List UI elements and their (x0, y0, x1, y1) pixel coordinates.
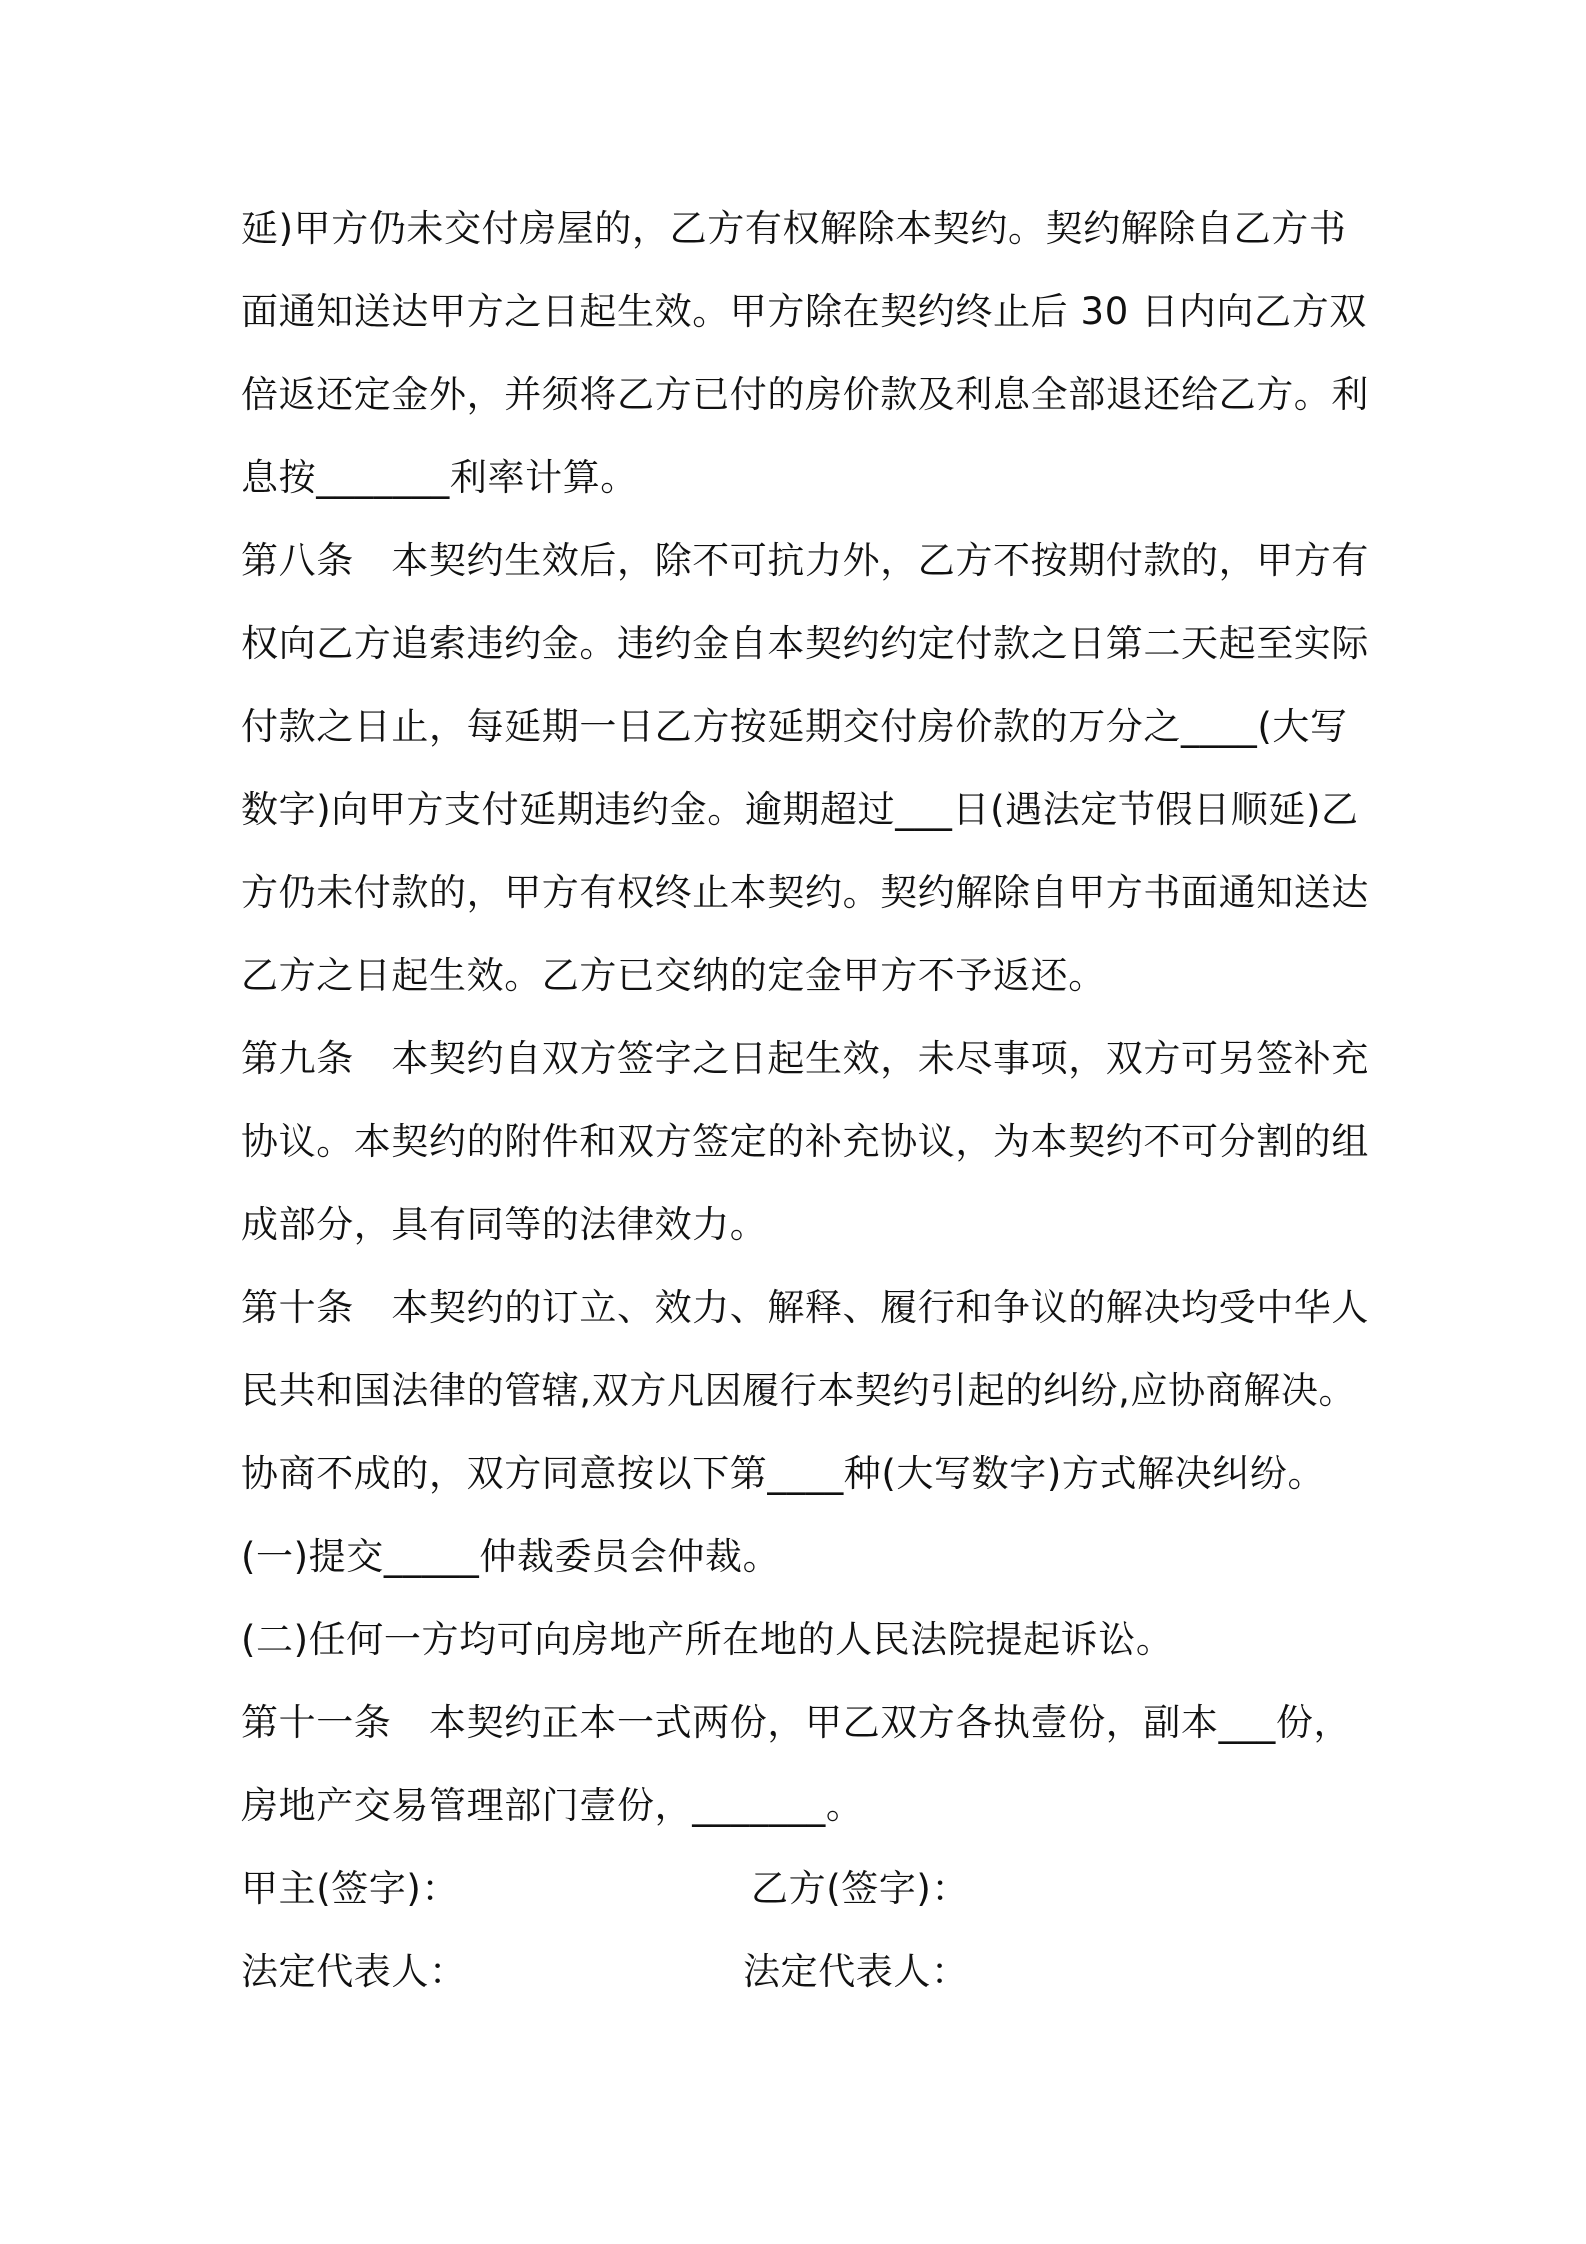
text-line: 房地产交易管理部门壹份，_______。 (241, 1784, 864, 1827)
option-one-line: (一)提交_____仲裁委员会仲裁。 (241, 1535, 781, 1578)
party-a-representative-label: 法定代表人： (241, 1950, 467, 1993)
text-line: 协议。本契约的附件和双方签定的补充协议，为本契约不可分割的组 (241, 1120, 1369, 1163)
article-8-heading-line: 第八条 本契约生效后，除不可抗力外，乙方不按期付款的，甲方有 (241, 539, 1369, 582)
text-line: 倍返还定金外，并须将乙方已付的房价款及利息全部退还给乙方。利 (241, 373, 1369, 416)
article-9-heading-line: 第九条 本契约自双方签字之日起生效，未尽事项，双方可另签补充 (241, 1037, 1369, 1080)
text-line: 息按_______利率计算。 (241, 456, 638, 499)
text-line: 乙方之日起生效。乙方已交纳的定金甲方不予返还。 (241, 954, 1106, 997)
party-b-representative-label: 法定代表人： (743, 1950, 969, 1993)
text-line: 方仍未付款的，甲方有权终止本契约。契约解除自甲方书面通知送达 (241, 871, 1369, 914)
text-line: 延)甲方仍未交付房屋的，乙方有权解除本契约。契约解除自乙方书 (241, 207, 1347, 250)
text-line: 民共和国法律的管辖,双方凡因履行本契约引起的纠纷,应协商解决。 (241, 1369, 1357, 1412)
text-line: 协商不成的，双方同意按以下第____种(大写数字)方式解决纠纷。 (241, 1452, 1326, 1495)
text-line: 成部分，具有同等的法律效力。 (241, 1203, 768, 1246)
text-line: 面通知送达甲方之日起生效。甲方除在契约终止后 30 日内向乙方双 (241, 290, 1367, 333)
article-11-heading-line: 第十一条 本契约正本一式两份，甲乙双方各执壹份，副本___份， (241, 1701, 1352, 1744)
article-10-heading-line: 第十条 本契约的订立、效力、解释、履行和争议的解决均受中华人 (241, 1286, 1369, 1329)
party-a-signature-label: 甲主(签字)： (241, 1867, 460, 1910)
option-two-line: (二)任何一方均可向房地产所在地的人民法院提起诉讼。 (241, 1618, 1174, 1661)
text-line: 权向乙方追索违约金。违约金自本契约约定付款之日第二天起至实际 (241, 622, 1369, 665)
party-b-signature-label: 乙方(签字)： (751, 1867, 970, 1910)
text-line: 数字)向甲方支付延期违约金。逾期超过___日(遇法定节假日顺延)乙 (241, 788, 1359, 831)
text-line: 付款之日止，每延期一日乙方按延期交付房价款的万分之____(大写 (241, 705, 1348, 748)
